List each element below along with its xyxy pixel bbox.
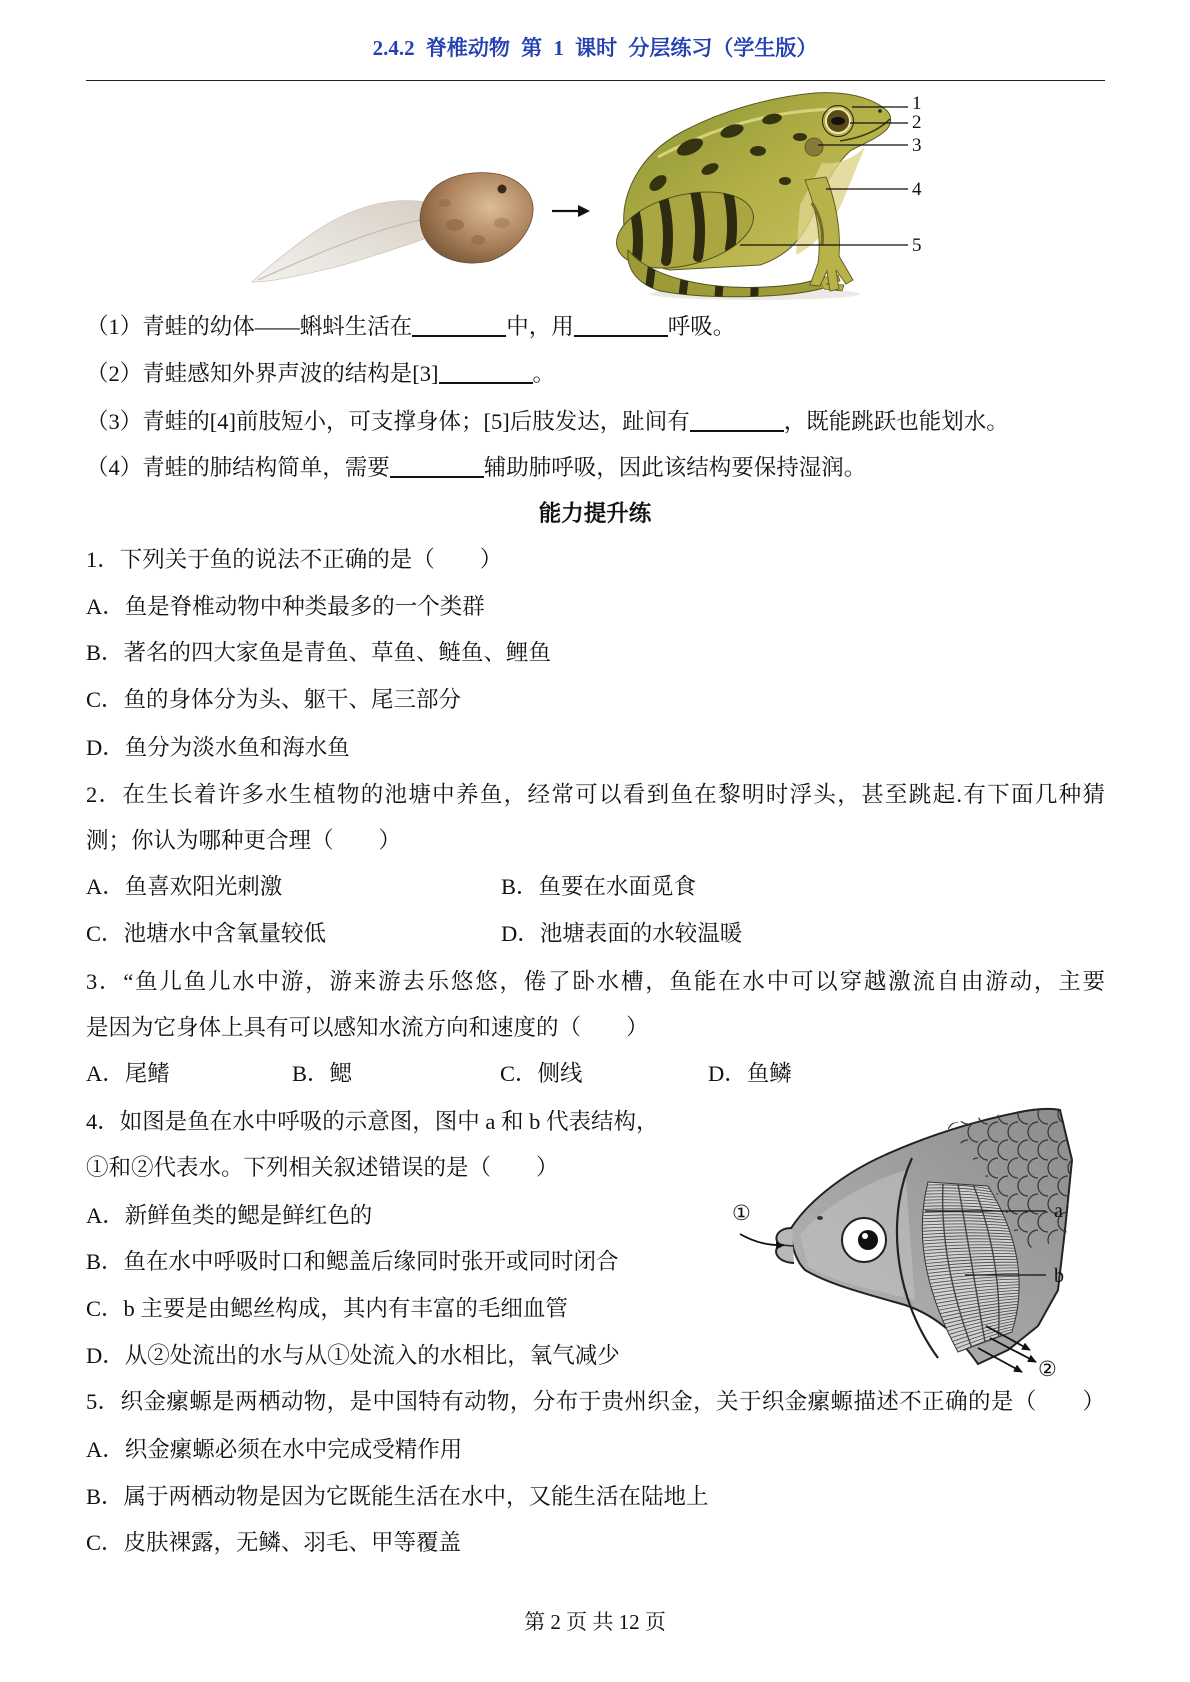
frog-label-3: 3 (912, 135, 922, 156)
fill-in-question-3 (86, 406, 1009, 438)
question-text: （4）青蛙的肺结构简单，需要 (86, 455, 390, 480)
tadpole-body (420, 173, 533, 263)
frog-label-5: 5 (912, 235, 922, 256)
fish-nostril (817, 1216, 823, 1220)
question-2-stem-line-1: 2．在生长着许多水生植物的池塘中养鱼，经常可以看到鱼在黎明时浮头，甚至跳起.有下面几种猜 (86, 782, 1105, 807)
question-text: 中，用 (506, 314, 574, 339)
question-1-option-c: C．鱼的身体分为头、躯干、尾三部分 (86, 687, 462, 712)
question-4-option-d: D．从②处流出的水与从①处流入的水相比，氧气减少 (86, 1343, 620, 1368)
question-5-option-a: A．织金瘰螈必须在水中完成受精作用 (86, 1437, 463, 1462)
question-2-option-b: B．鱼要在水面觅食 (501, 874, 697, 899)
question-1-option-b: B．著名的四大家鱼是青鱼、草鱼、鲢鱼、鲤鱼 (86, 640, 552, 665)
question-4-stem-line-1: 4．如图是鱼在水中呼吸的示意图，图中 a 和 b 代表结构， (86, 1109, 659, 1134)
question-1-option-a: A．鱼是脊椎动物中种类最多的一个类群 (86, 594, 485, 619)
water-inflow-label: ① (732, 1201, 751, 1225)
tadpole (252, 173, 533, 282)
fish-eye (842, 1218, 886, 1262)
header-rule (86, 80, 1105, 81)
development-arrow-icon (552, 205, 590, 217)
question-text: （2）青蛙感知外界声波的结构是[3] (86, 361, 439, 386)
question-text: 辅助肺呼吸，因此该结构要保持湿润。 (483, 455, 867, 480)
section-title: 能力提升练 (538, 501, 652, 526)
answer-blank (574, 334, 668, 337)
water-outflow-label: ② (1038, 1357, 1057, 1381)
fill-in-question-1 (86, 311, 735, 343)
gill-filament-label-b: b (1054, 1265, 1064, 1287)
question-4-stem-line-2: ①和②代表水。下列相关叙述错误的是（ ） (86, 1155, 559, 1180)
answer-blank (390, 475, 484, 478)
question-4-option-b: B．鱼在水中呼吸时口和鳃盖后缘同时张开或同时闭合 (86, 1249, 619, 1274)
fill-in-question-4 (86, 452, 866, 484)
fish-head (776, 1104, 1078, 1364)
page-number-footer: 第 2 页 共 12 页 (524, 1610, 666, 1634)
adult-frog (609, 93, 891, 301)
question-text: 呼吸。 (667, 314, 736, 339)
question-2-option-a: A．鱼喜欢阳光刺激 (86, 874, 283, 899)
question-4-option-c: C．b 主要是由鳃丝构成，其内有丰富的毛细血管 (86, 1296, 568, 1321)
page-header-title: 2.4.2 脊椎动物 第 1 课时 分层练习（学生版） (372, 36, 818, 60)
question-3-stem-line-1: 3．“鱼儿鱼儿水中游，游来游去乐悠悠，倦了卧水槽，鱼能在水中可以穿越激流自由游动，主要 (86, 969, 1105, 994)
answer-blank (690, 429, 784, 432)
fish-scale (1068, 1122, 1078, 1142)
answer-blank (439, 381, 533, 384)
question-3-option-c: C．侧线 (500, 1061, 583, 1086)
question-1-option-d: D．鱼分为淡水鱼和海水鱼 (86, 735, 350, 760)
question-text: （1）青蛙的幼体——蝌蚪生活在 (86, 314, 413, 339)
question-4-option-a: A．新鲜鱼类的鳃是鲜红色的 (86, 1203, 373, 1228)
question-5-option-c: C．皮肤裸露，无鳞、羽毛、甲等覆盖 (86, 1530, 462, 1555)
fish-scale (1068, 1194, 1078, 1214)
question-text: ，既能跳跃也能划水。 (783, 409, 1009, 434)
question-5-stem: 5．织金瘰螈是两栖动物，是中国特有动物，分布于贵州织金，关于织金瘰螈描述不正确的是（ ） (86, 1389, 1105, 1414)
question-text: （3）青蛙的[4]前肢短小，可支撑身体；[5]后肢发达，趾间有 (86, 409, 690, 434)
frog-tympanum (805, 138, 823, 156)
frog-label-1: 1 (912, 93, 922, 114)
question-5-option-b: B．属于两栖动物是因为它既能生活在水中，又能生活在陆地上 (86, 1484, 709, 1509)
frog-development-figure (240, 85, 940, 305)
fill-in-question-2 (86, 358, 555, 390)
answer-blank (412, 334, 506, 337)
question-3-stem-line-2: 是因为它身体上具有可以感知水流方向和速度的（ ） (86, 1015, 649, 1040)
question-2-option-c: C．池塘水中含氧量较低 (86, 921, 327, 946)
fish-scale (938, 1104, 948, 1124)
fish-scale (958, 1104, 968, 1124)
fish-scale (1068, 1230, 1078, 1250)
frog-label-4: 4 (912, 179, 922, 200)
gill-arch-label-a: a (1054, 1200, 1063, 1222)
question-text: 。 (532, 361, 556, 386)
question-3-option-b: B．鳃 (292, 1061, 353, 1086)
question-1-stem: 1．下列关于鱼的说法不正确的是（ ） (86, 547, 503, 572)
question-2-stem-line-2: 测；你认为哪种更合理（ ） (86, 828, 402, 853)
fish-respiration-figure (720, 1100, 1090, 1390)
question-3-option-a: A．尾鳍 (86, 1061, 170, 1086)
question-2-option-d: D．池塘表面的水较温暖 (501, 921, 743, 946)
frog-label-2: 2 (912, 112, 922, 133)
tadpole-eye (498, 185, 507, 194)
question-3-option-d: D．鱼鳞 (708, 1061, 792, 1086)
